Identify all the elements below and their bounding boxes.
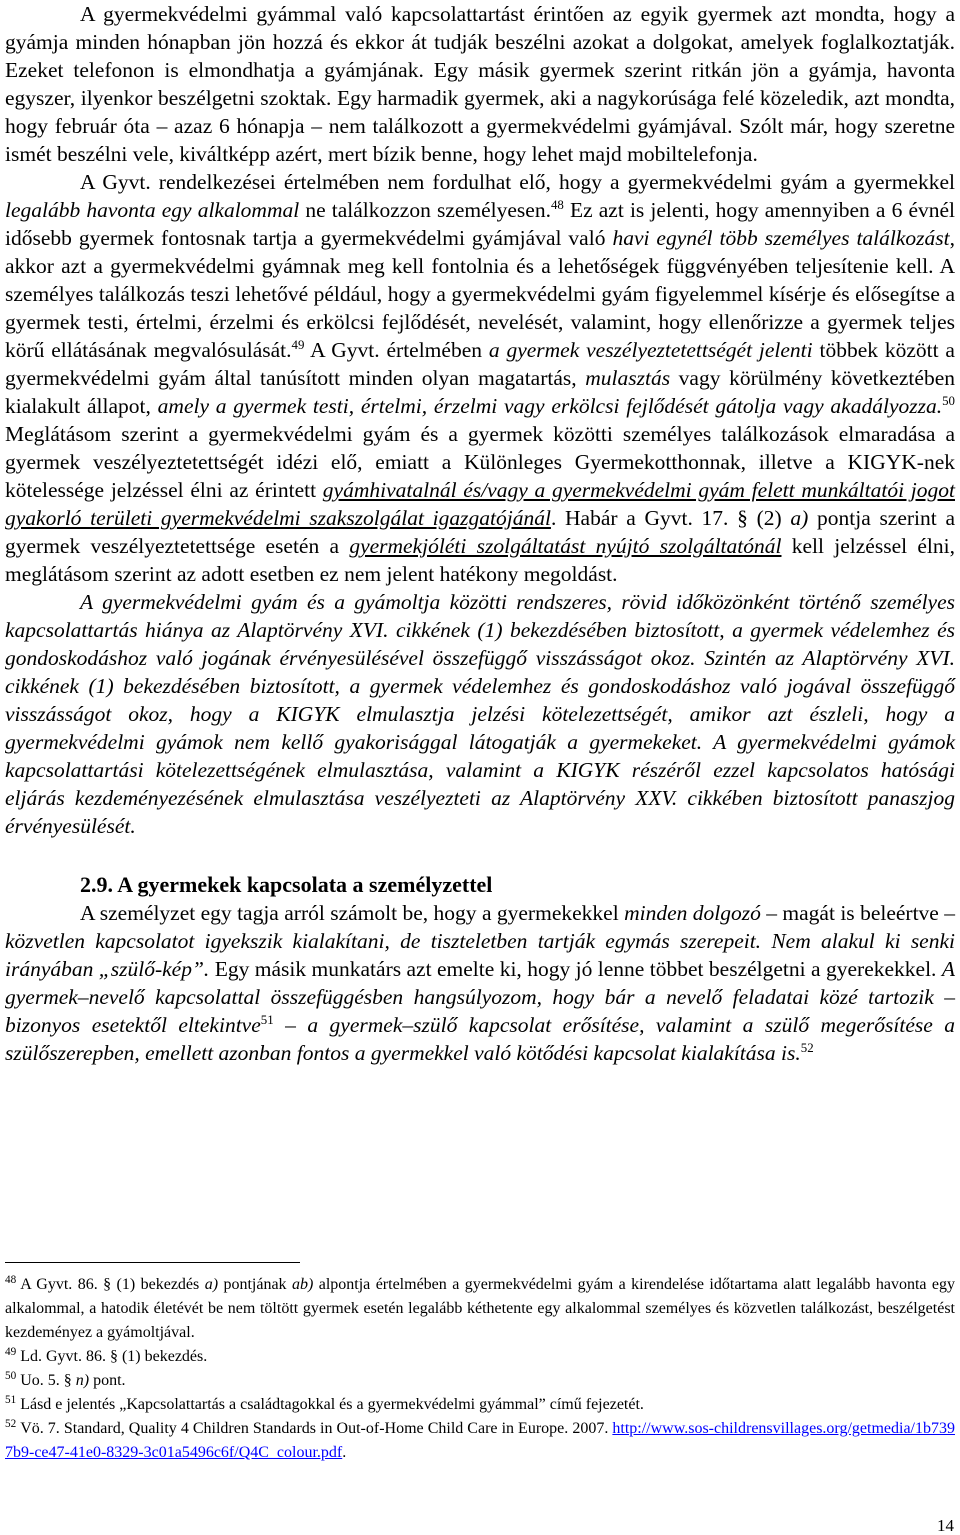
footnote-ref: 50 (942, 393, 955, 408)
footnote-text (5, 1417, 955, 1461)
italic-text: n) (75, 1372, 90, 1389)
text-run: A gyermekvédelmi gyámmal való kapcsolattartást érintően az egyik gyermek azt mondta, hogy a gyámja minden hónapban jön hozzá és ekkor át tudják beszélni azokat a dolgokat, amelyek foglalkoztatják. Ezeket telefonon is elmondhatja a gyámjának. Egy másik gyermek szerint ritkán jön a gyámja, havonta egyszer, ilyenkor beszélgetni szoktak. Egy harmadik gyermek, aki a nagykorúsága felé közeledik, azt mondta, hogy február óta – azaz 6 hónapja – nem találkozott a gyermekvédelmi gyámjával. Szólt már, hogy szeretne ismét beszélni vele, kiváltképp azért, mert bízik benne, hogy lehet majd mobiltelefonja. (5, 2, 955, 166)
footnote-ref: 52 (800, 1040, 814, 1055)
document-body (5, 0, 955, 1067)
italic-text: közvetlen kapcsolatot igyekszik kialakítani, de tiszteletben tartják egymás szerepeit. Nem alakul ki senki irányában „szülő-kép”. (5, 929, 955, 981)
italic-text: – a gyermek–szülő kapcsolat erősítése, valamint a szülő megerősítése a szülőszerepben, emellett azonban fontos a gyermekkel való kötődési kapcsolat kialakítása is. (5, 1013, 955, 1065)
italic-text: minden dolgozó (624, 901, 761, 925)
text-run: Vö. 7. Standard, Quality 4 Children Standards in Out-of-Home Child Care in Europe. 2007. (20, 1420, 613, 1437)
footnote-text (20, 1348, 207, 1365)
footnote-48 (5, 1273, 955, 1345)
text-run: A Gyvt. rendelkezései értelmében nem fordulhat elő, hogy a gyermekvédelmi gyám a gyermekkel (80, 170, 955, 194)
paragraph-guardian-contact (5, 0, 955, 168)
footnotes (5, 1273, 955, 1465)
footnote-number: 51 (5, 1393, 17, 1406)
text-run: Ld. Gyvt. 86. § (1) bekezdés. (20, 1348, 208, 1365)
reference-link[interactable]: http://www.sos-childrensvillages.org/getmedia/1b7397b9-ce47-41e0-8329-3c01a5496c6f/Q4C_colour.pdf (5, 1420, 955, 1461)
paragraph-staff-relations (5, 899, 955, 1067)
text-run: – magát is beleértve – (760, 901, 955, 925)
paragraph-finding (5, 588, 955, 840)
text-run: Ez azt is jelenti, hogy amennyiben a 6 évnél idősebb gyermek fontosnak tartja a gyermekvédelmi gyámjával való (5, 198, 956, 250)
text-run: A Gyvt. értelmében (304, 338, 489, 362)
footnote-text (20, 1396, 644, 1413)
italic-text: a) (204, 1276, 219, 1293)
footnote-ref: 51 (260, 1012, 274, 1027)
footnote-ref: 49 (291, 337, 305, 352)
footnote-text (20, 1372, 125, 1389)
paragraph-legal-requirement (5, 168, 955, 588)
text-run: kell jelzéssel élni, meglátásom szerint az adott esetben ez nem jelent hatékony megoldást. (5, 534, 955, 586)
text-run: ne találkozzon személyesen. (299, 198, 551, 222)
footnote-number: 52 (5, 1417, 17, 1430)
text-run: . Habár a Gyvt. 17. § (2) (550, 506, 791, 530)
text-run: Meglátásom szerint a gyermekvédelmi gyám és a gyermek közötti személyes találkozások elmaradása a gyermek veszélyeztetettségét idézi elő, emiatt a Különleges Gyermekotthonnak, illetve a KIGYK-nek kötelessége jelzéssel élni az érintett (5, 422, 955, 502)
footnote-50 (5, 1369, 955, 1393)
italic-text: mulasztás (585, 366, 671, 390)
italic-text: amely a gyermek testi, értelmi, érzelmi vagy erkölcsi fejlődését gátolja vagy akadályozza. (157, 394, 943, 418)
text-run: pontja szerint a gyermek veszélyeztetettsége esetén a (5, 506, 955, 558)
footnote-number: 49 (5, 1345, 17, 1358)
text-run: A személyzet egy tagja arról számolt be, hogy a gyermekekkel (80, 901, 625, 925)
italic-text: havi egynél több személyes találkozást (612, 226, 950, 250)
text-run: alpontja értelmében a gyermekvédelmi gyám a kirendelése időtartama alatt legalább havonta egy alkalommal, a hatodik életévét be nem töltött gyermek esetén legalább kéthetente egy alkalommal személyes és közvetlen találkozást, beszélgetést kezdeményez a gyámoltjával. (5, 1276, 956, 1341)
italic-text: gyermekjóléti szolgáltatást nyújtó szolgáltatónál (349, 534, 782, 558)
text-run: , akkor azt a gyermekvédelmi gyámnak meg kell fontolnia és a lehetőségek függvényében teljesítenie kell. A személyes találkozás teszi lehetővé például, hogy a gyermekvédelmi gyám figyelemmel kísérje és elősegítse a gyermek testi, értelmi, érzelmi és erkölcsi fejlődését, nevelését, valamint, hogy ellenőrizze a gyermek teljes körű ellátásának megvalósulását. (5, 226, 955, 362)
italic-text: A gyermekvédelmi gyám és a gyámoltja közötti rendszeres, rövid időközönként történő személyes kapcsolattartás hiánya az Alaptörvény XVI. cikkének (1) bekezdésében biztosított, a gyermek védelemhez és gondoskodáshoz való jogának érvényesülésével összefüggő visszásságot okoz. Szintén az Alaptörvény XVI. cikkének (1) bekezdésében biztosított, a gyermek védelemhez és gondoskodáshoz való jogával összefüggő visszásságot okoz, hogy a KIGYK elmulasztja jelzési kötelezettségét, amikor azt észleli, hogy a gyermekvédelmi gyámok nem kellő gyakorisággal látogatják a gyermekeket. A gyermekvédelmi gyámok kapcsolattartási kötelezettségének elmulasztása, valamint a KIGYK részéről ezzel kapcsolatos hatósági eljárás kezdeményezésének elmulasztása veszélyezteti az Alaptörvény XXV. cikkében biztosított panaszjog érvényesülését. (5, 590, 955, 838)
text-run: . (342, 1444, 347, 1461)
footnote-number: 50 (5, 1369, 17, 1382)
footnote-51 (5, 1393, 955, 1417)
footnote-text (5, 1273, 956, 1341)
text-run: A Gyvt. 86. § (1) bekezdés (20, 1276, 205, 1293)
text-run: pontjának (218, 1276, 292, 1293)
text-run: Egy másik munkatárs azt emelte ki, hogy jó lenne többet beszélgetni a gyerekekkel. (209, 957, 942, 981)
italic-text: a gyermek veszélyeztetettségét jelenti (488, 338, 813, 362)
text-run: pont. (89, 1372, 126, 1389)
italic-text: a) (790, 506, 809, 530)
footnote-49 (5, 1345, 955, 1369)
text-run: vagy körülmény következtében kialakult állapot, (5, 366, 955, 418)
italic-text: gyámhivatalnál és/vagy a gyermekvédelmi gyám felett munkáltatói jogot gyakorló területi gyermekvédelmi szakszolgálat igazgatójánál (5, 478, 955, 530)
section-heading: 2.9. A gyermekek kapcsolata a személyzettel (80, 872, 493, 897)
text-run: többek között a gyermekvédelmi gyám által tanúsított minden olyan magatartás, (5, 338, 955, 390)
italic-text: A gyermek–nevelő kapcsolattal összefüggésben hangsúlyozom, hogy bár a nevelő feladatai közé tartozik – bizonyos esetektől eltekintve (5, 957, 955, 1037)
text-run: Uo. 5. § (20, 1372, 76, 1389)
italic-text: legalább havonta egy alkalommal (5, 198, 300, 222)
footnote-ref: 48 (550, 197, 564, 212)
footnote-52 (5, 1417, 955, 1465)
italic-text: ab) (291, 1276, 314, 1293)
footnote-separator (5, 1262, 300, 1263)
footnote-number: 48 (5, 1273, 17, 1286)
text-run: Lásd e jelentés „Kapcsolattartás a családtagokkal és a gyermekvédelmi gyámmal” című fejezetét. (20, 1396, 644, 1413)
page-number: 14 (937, 1516, 954, 1535)
